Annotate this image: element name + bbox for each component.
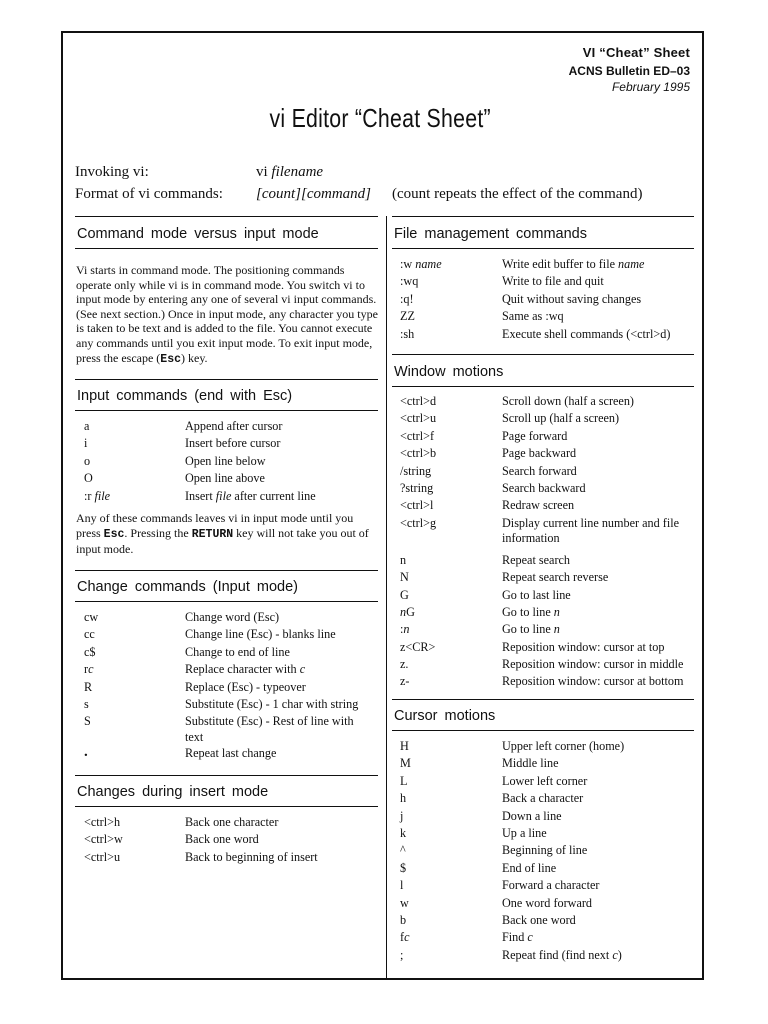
page-title: vi Editor “Cheat Sheet”: [269, 103, 491, 133]
command-key: i: [84, 436, 88, 451]
desc-part-italic: n: [553, 622, 560, 637]
command-key: l: [400, 878, 404, 893]
command-desc: Lower left corner: [502, 773, 588, 788]
command-key: <ctrl>g: [400, 515, 437, 530]
list-item: [400, 464, 695, 481]
list-item: [84, 815, 374, 832]
note-text: key will not take you out of input mode.: [76, 525, 369, 557]
section-rule: [75, 410, 378, 411]
command-key: [400, 605, 415, 620]
format-label: Format of vi commands:: [75, 186, 223, 202]
desc-part: Write edit buffer to file: [502, 257, 619, 271]
command-desc: One word forward: [502, 895, 593, 910]
command-key: cw: [84, 610, 99, 624]
section-rule: [392, 354, 694, 355]
section-rule: [75, 570, 378, 571]
key-part-italic: c: [404, 930, 410, 945]
command-desc: [502, 257, 644, 272]
list-item: [84, 489, 374, 506]
list-item: [400, 657, 695, 674]
list-item: [400, 588, 695, 605]
list-item: [400, 913, 695, 930]
command-key: ;: [400, 947, 404, 962]
key-part: :r: [84, 488, 95, 503]
list-item: [84, 746, 374, 763]
command-key: <ctrl>d: [400, 394, 437, 408]
command-key: L: [400, 773, 408, 788]
list-item: [400, 809, 695, 826]
esc-key: Esc: [160, 352, 182, 366]
command-key: ZZ: [400, 309, 415, 324]
command-key: :q!: [400, 291, 414, 306]
command-desc: [502, 605, 560, 620]
command-desc: Change to end of line: [185, 644, 290, 659]
command-desc: Back one word: [185, 832, 259, 847]
list-item: [400, 394, 695, 411]
input-commands-note: [76, 511, 379, 557]
command-desc: Page forward: [502, 428, 568, 443]
list-item: [400, 674, 695, 691]
command-desc: Scroll up (half a screen): [502, 411, 620, 426]
key-part-italic: n: [400, 604, 407, 619]
format-value: [count][command]: [256, 186, 371, 202]
key-part-italic: name: [415, 257, 442, 271]
desc-part: Replace character with: [185, 662, 300, 677]
list-item: [400, 640, 695, 657]
list-item: [400, 843, 695, 860]
list-item: [400, 516, 695, 553]
list-item: [84, 850, 374, 867]
command-desc: Up a line: [502, 825, 547, 840]
desc-part-italic: c: [612, 947, 618, 962]
return-key: RETURN: [191, 527, 234, 541]
section-title-insert-changes: Changes during insert mode: [77, 784, 269, 800]
esc-key: Esc: [103, 527, 125, 541]
command-key: n: [400, 552, 407, 567]
list-item: [84, 454, 374, 471]
command-key: o: [84, 453, 91, 468]
list-item: [84, 610, 374, 627]
desc-part: after current line: [231, 488, 316, 503]
section-title-file-management: File management commands: [394, 226, 587, 242]
command-key: M: [400, 756, 411, 771]
list-item: [400, 292, 695, 309]
command-mode-text: [76, 263, 378, 367]
command-key: b: [400, 912, 407, 927]
list-item: [400, 446, 695, 463]
list-item: [400, 411, 695, 428]
command-key: <ctrl>b: [400, 446, 437, 461]
key-part: :: [400, 622, 404, 637]
desc-part-italic: c: [527, 930, 533, 945]
desc-part: Insert: [185, 488, 216, 503]
command-desc: Insert before cursor: [185, 436, 281, 451]
command-key: :wq: [400, 274, 419, 289]
list-item: [84, 645, 374, 662]
list-item: [400, 257, 695, 274]
command-key: w: [400, 895, 409, 910]
list-item: [400, 826, 695, 843]
section-title-command-mode: Command mode versus input mode: [77, 226, 319, 242]
list-item: [400, 605, 695, 622]
command-key: R: [84, 679, 93, 694]
command-desc: Substitute (Esc) - 1 char with string: [185, 696, 359, 711]
command-key: H: [400, 739, 409, 753]
list-item: [400, 553, 695, 570]
command-desc: [185, 489, 316, 504]
command-desc: Forward a character: [502, 878, 600, 893]
command-mode-text-1: Vi starts in command mode. The positioning commands operate only while vi is in command mode. You switch vi to input mode by entering any one of several vi input commands. (See next section.) Once in input mode, any character you type is taken to be text and is added to the file. You cannot execute any commands until you exit input mode. To exit input mode, press the escape (: [76, 263, 378, 365]
command-desc: Repeat search reverse: [502, 570, 609, 585]
command-desc: [502, 930, 533, 945]
window-motions-list: [400, 394, 695, 692]
header-title: VI “Cheat” Sheet: [582, 45, 690, 60]
command-key: :sh: [400, 326, 415, 341]
command-desc: Back one character: [185, 815, 279, 829]
command-desc: Down a line: [502, 808, 562, 823]
key-part: :w: [400, 257, 416, 271]
command-key: [400, 930, 409, 945]
command-desc: Back one word: [502, 912, 576, 927]
command-key: O: [84, 471, 93, 486]
insert-changes-list: [84, 815, 374, 867]
change-commands-list: [84, 610, 374, 764]
section-rule: [75, 601, 378, 602]
section-rule: [75, 248, 378, 249]
command-key: z<CR>: [400, 639, 436, 654]
list-item: [84, 419, 374, 436]
list-item: [400, 756, 695, 773]
key-part: r: [84, 662, 89, 677]
command-desc: Write to file and quit: [502, 274, 604, 289]
list-item: [84, 662, 374, 679]
list-item: [400, 861, 695, 878]
list-item: [400, 622, 695, 639]
section-rule: [75, 775, 378, 776]
command-key: .: [84, 744, 88, 761]
command-desc: Search backward: [502, 480, 586, 495]
list-item: [400, 791, 695, 808]
desc-part: ): [617, 947, 622, 962]
command-desc: Redraw screen: [502, 498, 575, 513]
command-desc: Display current line number and file information: [502, 515, 679, 545]
header-date: February 1995: [611, 80, 690, 94]
list-item: [400, 309, 695, 326]
command-key: S: [84, 714, 91, 729]
command-desc: Change line (Esc) - blanks line: [185, 627, 336, 642]
command-desc: Upper left corner (home): [502, 739, 625, 753]
command-key: h: [400, 791, 407, 806]
list-item: [84, 471, 374, 488]
list-item: [400, 930, 695, 947]
header-bulletin: ACNS Bulletin ED–03: [568, 64, 690, 78]
cursor-motions-list: [400, 739, 695, 965]
command-key: z.: [400, 657, 409, 672]
command-key: N: [400, 570, 409, 585]
command-key: a: [84, 419, 90, 433]
command-desc: [502, 948, 622, 963]
desc-part-italic: c: [299, 662, 306, 677]
note-text: Any of these commands leaves vi in input mode until you press: [76, 511, 354, 540]
list-item: [400, 570, 695, 587]
command-desc: Beginning of line: [502, 843, 588, 858]
command-desc: [185, 662, 305, 677]
section-title-change-commands: Change commands (Input mode): [77, 579, 298, 595]
command-desc: Reposition window: cursor at top: [502, 639, 665, 654]
list-item: [400, 274, 695, 291]
section-rule: [392, 386, 694, 387]
file-management-list: [400, 257, 695, 344]
command-desc: Quit without saving changes: [502, 291, 642, 306]
invoking-label: Invoking vi:: [75, 164, 149, 180]
key-part-italic: file: [94, 488, 111, 503]
command-key: c$: [84, 644, 96, 659]
format-note: (count repeats the effect of the command): [392, 186, 643, 202]
command-key: s: [84, 696, 89, 711]
desc-part-italic: name: [618, 257, 645, 271]
command-desc: Replace (Esc) - typeover: [185, 679, 306, 694]
section-rule: [392, 730, 694, 731]
section-rule: [392, 216, 694, 217]
command-key: k: [400, 825, 407, 840]
desc-part-italic: n: [553, 604, 560, 619]
command-desc: Repeat search: [502, 552, 571, 567]
list-item: [400, 878, 695, 895]
command-desc: Go to last line: [502, 587, 571, 602]
section-rule: [392, 248, 694, 249]
input-commands-list: [84, 419, 374, 506]
command-desc: Page backward: [502, 446, 577, 461]
command-key: z-: [400, 674, 410, 689]
command-key: cc: [84, 627, 95, 642]
section-rule: [75, 216, 378, 217]
cheat-sheet-frame: [61, 31, 704, 980]
command-desc: Scroll down (half a screen): [502, 394, 634, 408]
command-desc: Search forward: [502, 463, 577, 478]
section-rule: [392, 699, 694, 700]
list-item: [400, 481, 695, 498]
command-key: [400, 622, 409, 637]
list-item: [84, 680, 374, 697]
command-desc: Append after cursor: [185, 419, 283, 433]
desc-part-italic: file: [215, 488, 232, 503]
list-item: [400, 327, 695, 344]
command-desc: Substitute (Esc) - Rest of line with text: [185, 714, 354, 744]
list-item: [84, 697, 374, 714]
command-desc: Middle line: [502, 756, 559, 771]
section-title-input-commands: Input commands (end with Esc): [77, 388, 293, 404]
command-key: <ctrl>w: [84, 832, 123, 847]
desc-part: Repeat find (find next: [502, 947, 613, 962]
key-part-italic: n: [403, 622, 410, 637]
invoking-cmd-prefix: vi: [256, 164, 272, 180]
desc-part: Find: [502, 930, 528, 945]
command-key: $: [400, 860, 407, 875]
command-desc: End of line: [502, 860, 557, 875]
command-desc: Reposition window: cursor at bottom: [502, 674, 684, 689]
desc-part: Go to line: [502, 622, 554, 637]
command-desc: Change word (Esc): [185, 610, 280, 624]
command-key: [400, 257, 442, 272]
command-key: ?string: [400, 480, 434, 495]
command-desc: Same as :wq: [502, 309, 564, 324]
invoking-command: [256, 164, 323, 181]
command-desc: Reposition window: cursor in middle: [502, 657, 684, 672]
command-key: [84, 489, 110, 504]
list-item: [400, 774, 695, 791]
command-key: <ctrl>u: [84, 849, 121, 864]
list-item: [400, 429, 695, 446]
command-key: <ctrl>l: [400, 498, 434, 513]
list-item: [84, 832, 374, 849]
command-key: <ctrl>f: [400, 428, 435, 443]
list-item: [400, 896, 695, 913]
command-desc: Repeat last change: [185, 746, 277, 761]
list-item: [400, 948, 695, 965]
desc-part: Go to line: [502, 604, 554, 619]
key-part-italic: c: [88, 662, 94, 677]
command-key: G: [400, 587, 409, 602]
list-item: [400, 498, 695, 515]
list-item: [84, 714, 374, 746]
list-item: [84, 436, 374, 453]
column-divider: [386, 216, 387, 978]
command-key: j: [400, 808, 404, 823]
command-key: [84, 662, 93, 677]
key-part: f: [400, 930, 405, 945]
command-desc: Open line below: [185, 453, 266, 468]
command-desc: Open line above: [185, 471, 265, 486]
key-part: G: [406, 604, 415, 619]
command-desc: Back a character: [502, 791, 584, 806]
command-key: /string: [400, 463, 432, 478]
section-title-window-motions: Window motions: [394, 364, 504, 380]
command-mode-text-2: ) key.: [181, 350, 208, 365]
section-rule: [75, 806, 378, 807]
note-text: . Pressing the: [124, 525, 192, 540]
command-key: <ctrl>u: [400, 411, 437, 426]
command-key: ^: [400, 843, 406, 858]
list-item: [84, 627, 374, 644]
invoking-cmd-arg: filename: [271, 164, 324, 180]
command-key: <ctrl>h: [84, 815, 121, 829]
command-desc: Execute shell commands (<ctrl>d): [502, 326, 671, 341]
command-desc: [502, 622, 560, 637]
section-title-cursor-motions: Cursor motions: [394, 708, 496, 724]
command-desc: Back to beginning of insert: [185, 849, 318, 864]
list-item: [400, 739, 695, 756]
section-rule: [75, 379, 378, 380]
